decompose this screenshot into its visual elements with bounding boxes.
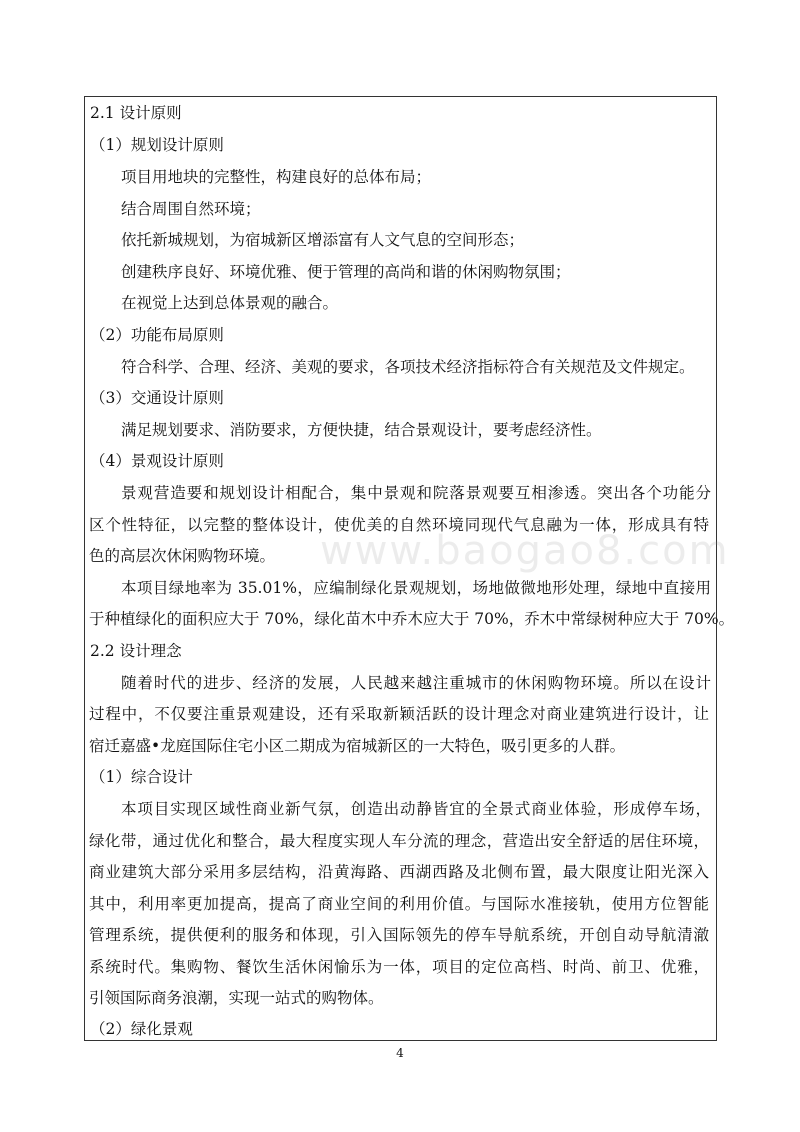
- function-layout-heading: （2）功能布局原则: [90, 326, 224, 344]
- green-ratio-paragraph-line: 本项目绿地率为 35.01%，应编制绿化景观规划，场地做微地形处理，绿地中直接用: [121, 579, 711, 597]
- design-concept-intro-line: 宿迁嘉盛•龙庭国际住宅小区二期成为宿城新区的一大特色，吸引更多的人群。: [89, 737, 626, 755]
- landscape-paragraph-line: 景观营造要和规划设计相配合，集中景观和院落景观要互相渗透。突出各个功能分: [121, 484, 711, 502]
- design-concept-intro-line: 过程中，不仅要注重景观建设，还有采取新颖活跃的设计理念对商业建筑进行设计，让: [89, 705, 709, 723]
- section-2-1-title: 2.1 设计原则: [90, 104, 182, 122]
- planning-item: 创建秩序良好、环境优雅、便于管理的高尚和谐的休闲购物氛围；: [121, 263, 571, 281]
- landscape-paragraph-line: 区个性特征，以完整的整体设计，使优美的自然环境同现代气息融为一体，形成具有特: [89, 516, 709, 534]
- comprehensive-design-line: 管理系统，提供便利的服务和体现，引入国际领先的停车导航系统，开创自动导航清澈: [89, 926, 709, 944]
- design-concept-intro-line: 随着时代的进步、经济的发展，人民越来越注重城市的休闲购物环境。所以在设计: [121, 674, 711, 692]
- landscape-paragraph-line: 色的高层次休闲购物环境。: [89, 547, 276, 565]
- planning-item: 在视觉上达到总体景观的融合。: [121, 294, 339, 312]
- section-2-2-title: 2.2 设计理念: [90, 642, 182, 660]
- planning-principle-heading: （1）规划设计原则: [90, 136, 224, 154]
- traffic-principle-text: 满足规划要求、消防要求，方便快捷，结合景观设计，要考虑经济性。: [121, 421, 602, 439]
- watermark-text: www.baogao8.com: [320, 528, 730, 574]
- comprehensive-design-line: 本项目实现区域性商业新气氛，创造出动静皆宜的全景式商业体验，形成停车场，: [121, 800, 711, 818]
- traffic-principle-heading: （3）交通设计原则: [90, 389, 224, 407]
- green-ratio-paragraph-line: 于种植绿化的面积应大于 70%，绿化苗木中乔木应大于 70%，乔木中常绿树种应大于 70%。: [89, 610, 735, 628]
- planning-item: 依托新城规划，为宿城新区增添富有人文气息的空间形态；: [121, 231, 525, 249]
- comprehensive-design-line: 商业建筑大部分采用多层结构，沿黄海路、西湖西路及北侧布置，最大限度让阳光深入: [89, 863, 709, 881]
- page-number: 4: [396, 1046, 404, 1060]
- comprehensive-design-line: 绿化带，通过优化和整合，最大程度实现人车分流的理念，营造出安全舒适的居住环境，: [89, 832, 709, 850]
- comprehensive-design-heading: （1）综合设计: [90, 768, 193, 786]
- planning-item: 结合周围自然环境；: [121, 200, 261, 218]
- function-layout-text: 符合科学、合理、经济、美观的要求，各项技术经济指标符合有关规范及文件规定。: [121, 358, 695, 376]
- comprehensive-design-line: 系统时代。集购物、餐饮生活休闲愉乐为一体，项目的定位高档、时尚、前卫、优雅，: [89, 958, 709, 976]
- comprehensive-design-line: 引领国际商务浪潮，实现一站式的购物体。: [89, 989, 384, 1007]
- comprehensive-design-line: 其中，利用率更加提高，提高了商业空间的利用价值。与国际水准接轨，使用方位智能: [89, 895, 709, 913]
- planning-item: 项目用地块的完整性，构建良好的总体布局；: [121, 168, 432, 186]
- greening-landscape-heading: （2）绿化景观: [90, 1020, 193, 1038]
- landscape-principle-heading: （4）景观设计原则: [90, 452, 224, 470]
